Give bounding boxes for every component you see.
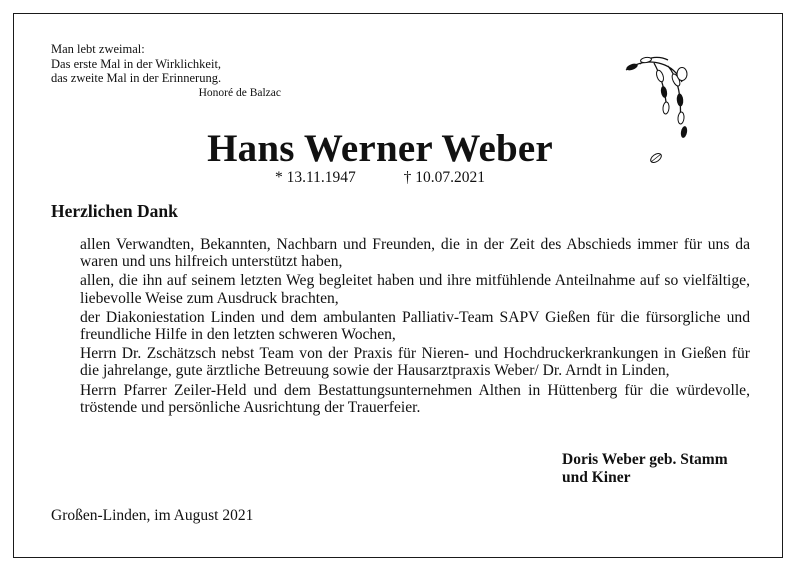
quote-line: Das erste Mal in der Wirklichkeit, [51,56,222,71]
thanks-paragraph: allen Verwandten, Bekannten, Nachbarn und Freunden, die in der Zeit des Abschieds immer für uns da waren und uns hilfreich unterstützt haben, [80,236,750,271]
thanks-paragraph: der Diakoniestation Linden und dem ambulanten Palliativ-Team SAPV Gießen für die fürsorgliche und freundliche Hilfe in den letzten schweren Wochen, [80,308,750,344]
thanks-heading: Herzlichen Dank [51,201,178,221]
thanks-body [80,236,750,418]
thanks-paragraph: Herrn Pfarrer Zeiler-Held und dem Bestattungsunternehmen Althen in Hüttenberg für die würdevolle, tröstende und persönliche Ausrichtung der Trauerfeier. [80,381,750,416]
thanks-paragraph: allen, die ihn auf seinem letzten Weg begleitet haben und ihre mitfühlende Anteilnahme auf so vielfältige, liebevolle Weise zum Ausdruck brachten, [80,272,750,307]
quote-line: Man lebt zweimal: [51,42,145,56]
place-date: Großen-Linden, im August 2021 [51,507,254,524]
death-date: † 10.07.2021 [403,169,486,186]
signature [562,451,728,486]
signature-line: und Kiner [562,468,631,486]
epigraph-quote [51,42,281,100]
thanks-paragraph: Herrn Dr. Zschätzsch nebst Team von der Praxis für Nieren- und Hochdruckerkrankungen in Gießen für die jahrelange, gute ärztliche Betreuung sowie der Hausarztpraxis Weber/ Dr. Arndt in Linden, [80,345,750,380]
signature-line: Doris Weber geb. Stamm [562,451,728,468]
quote-author: Honoré de Balzac [198,86,281,99]
deceased-name: Hans Werner Weber [207,127,553,170]
birth-date: * 13.11.1947 [274,169,356,186]
quote-line: das zweite Mal in der Erinnerung. [51,71,222,85]
life-dates [0,169,760,187]
